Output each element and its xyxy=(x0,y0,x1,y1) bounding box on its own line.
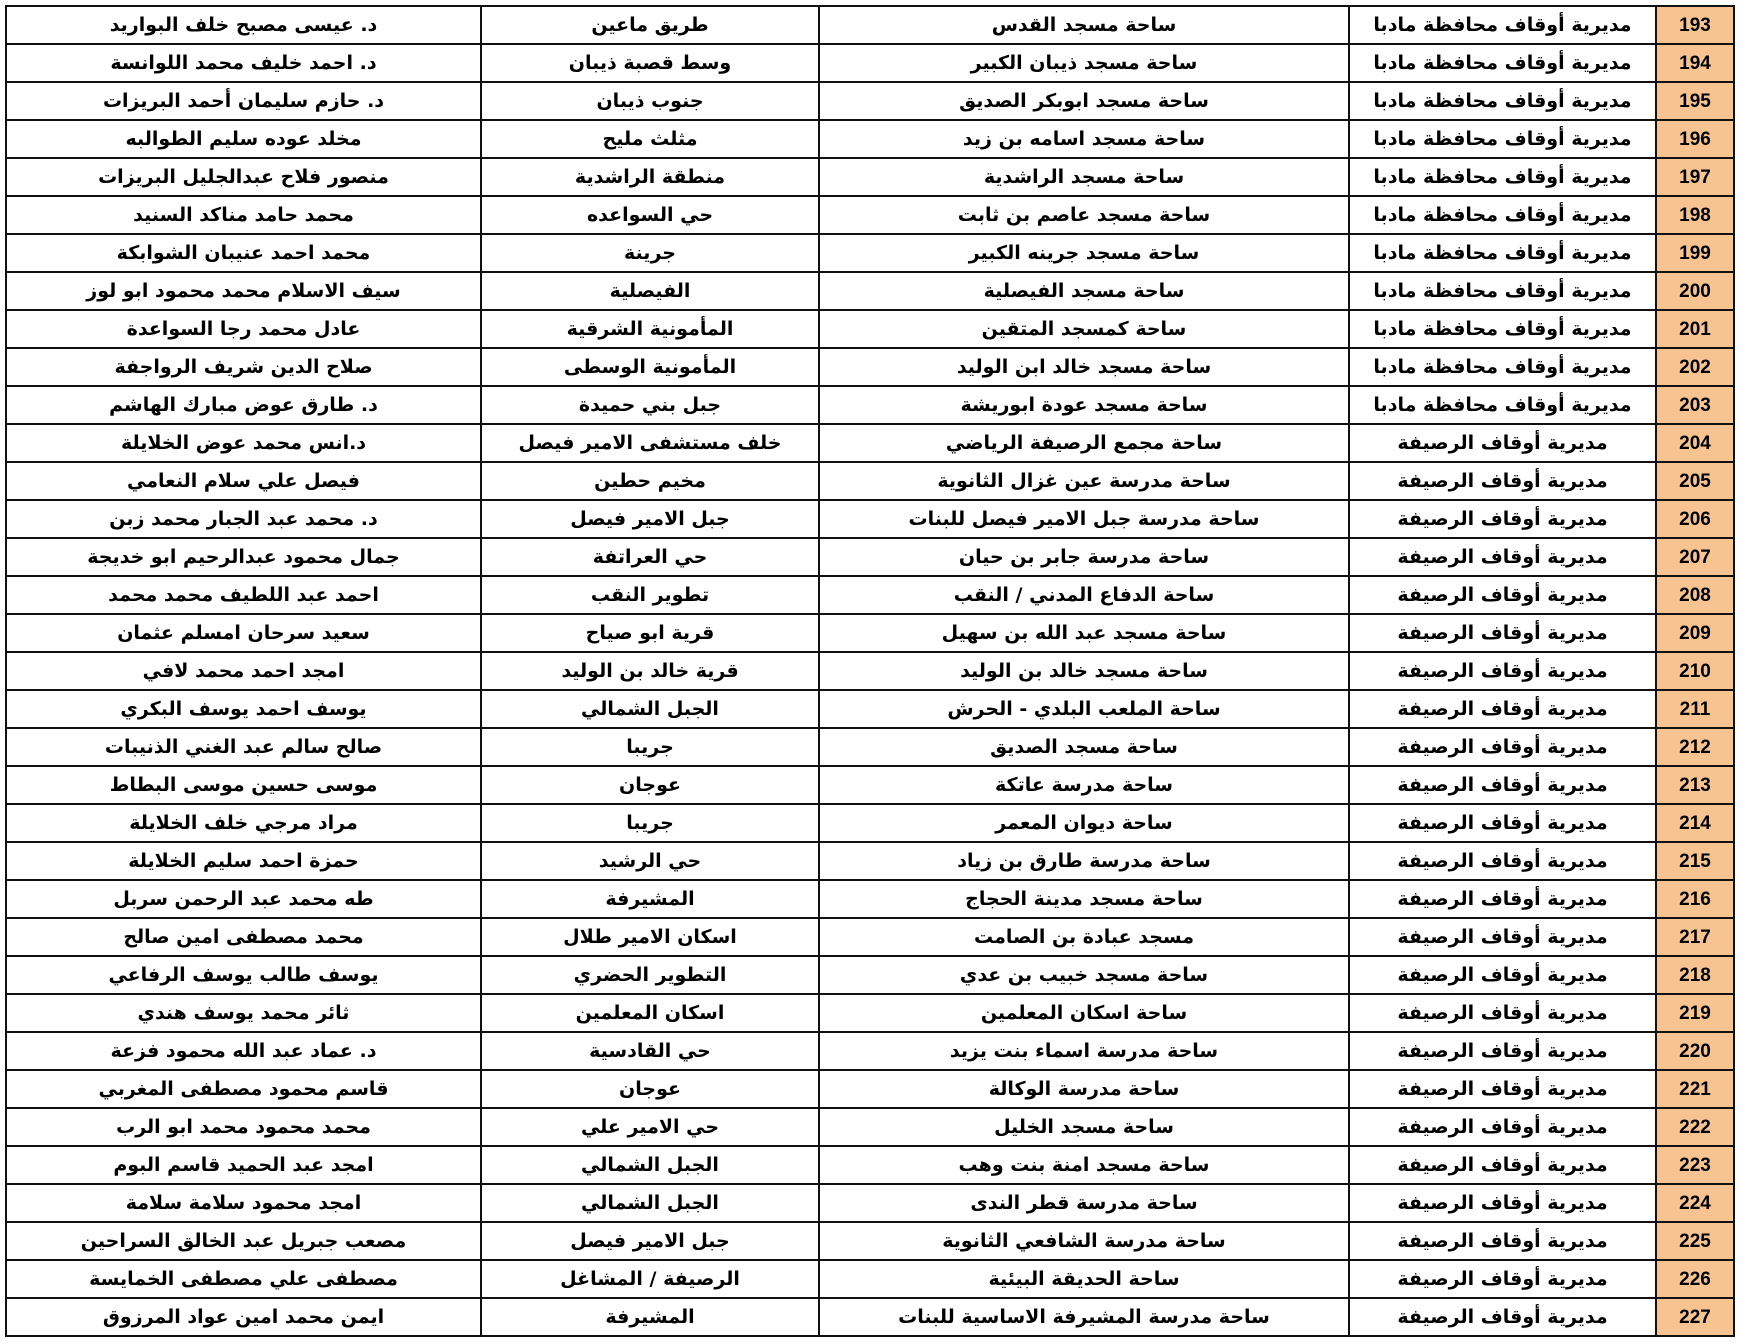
table-row xyxy=(6,1222,1734,1260)
preacher-name-cell: عادل محمد رجا السواعدة xyxy=(6,310,481,348)
directorate-cell: مديرية أوقاف الرصيفة xyxy=(1349,1032,1656,1070)
row-number: 224 xyxy=(1656,1184,1734,1222)
area-cell: جريبا xyxy=(481,728,819,766)
table-row xyxy=(6,766,1734,804)
row-number: 205 xyxy=(1656,462,1734,500)
table-row xyxy=(6,918,1734,956)
preacher-name-cell: جمال محمود عبدالرحيم ابو خديجة xyxy=(6,538,481,576)
directorate-cell: مديرية أوقاف محافظة مادبا xyxy=(1349,120,1656,158)
directorate-cell: مديرية أوقاف الرصيفة xyxy=(1349,652,1656,690)
directorate-cell: مديرية أوقاف الرصيفة xyxy=(1349,1146,1656,1184)
area-cell: مثلث مليح xyxy=(481,120,819,158)
directorate-cell: مديرية أوقاف محافظة مادبا xyxy=(1349,272,1656,310)
area-cell: الجبل الشمالي xyxy=(481,1146,819,1184)
prayer-site-cell: ساحة مسجد عاصم بن ثابت xyxy=(819,196,1349,234)
row-number: 195 xyxy=(1656,82,1734,120)
prayer-site-cell: ساحة مدرسة عين غزال الثانوية xyxy=(819,462,1349,500)
prayer-site-cell: ساحة مدرسة المشيرفة الاساسية للبنات xyxy=(819,1298,1349,1336)
area-cell: حي السواعده xyxy=(481,196,819,234)
preacher-name-cell: مصعب جبريل عبد الخالق السراحين xyxy=(6,1222,481,1260)
row-number: 202 xyxy=(1656,348,1734,386)
table-row xyxy=(6,956,1734,994)
prayer-site-cell: ساحة مدرسة الوكالة xyxy=(819,1070,1349,1108)
table-row xyxy=(6,348,1734,386)
table-row xyxy=(6,82,1734,120)
directorate-cell: مديرية أوقاف الرصيفة xyxy=(1349,462,1656,500)
directorate-cell: مديرية أوقاف محافظة مادبا xyxy=(1349,158,1656,196)
preacher-name-cell: يوسف احمد يوسف البكري xyxy=(6,690,481,728)
preacher-name-cell: سيف الاسلام محمد محمود ابو لوز xyxy=(6,272,481,310)
directorate-cell: مديرية أوقاف الرصيفة xyxy=(1349,1260,1656,1298)
prayer-site-cell: ساحة مدرسة طارق بن زياد xyxy=(819,842,1349,880)
row-number: 193 xyxy=(1656,6,1734,44)
directorate-cell: مديرية أوقاف محافظة مادبا xyxy=(1349,386,1656,424)
prayer-site-cell: ساحة مسجد الخليل xyxy=(819,1108,1349,1146)
directorate-cell: مديرية أوقاف محافظة مادبا xyxy=(1349,310,1656,348)
area-cell: حي العراتفة xyxy=(481,538,819,576)
preacher-name-cell: صلاح الدين شريف الرواجفة xyxy=(6,348,481,386)
row-number: 222 xyxy=(1656,1108,1734,1146)
preacher-name-cell: امجد احمد محمد لافي xyxy=(6,652,481,690)
area-cell: طريق ماعين xyxy=(481,6,819,44)
table-row xyxy=(6,538,1734,576)
area-cell: جريبا xyxy=(481,804,819,842)
prayer-site-cell: ساحة مسجد ذيبان الكبير xyxy=(819,44,1349,82)
directorate-cell: مديرية أوقاف محافظة مادبا xyxy=(1349,44,1656,82)
row-number: 220 xyxy=(1656,1032,1734,1070)
prayer-site-cell: ساحة اسكان المعلمين xyxy=(819,994,1349,1032)
table-row xyxy=(6,6,1734,44)
document-sheet xyxy=(5,5,1733,1337)
table-row xyxy=(6,728,1734,766)
table-row xyxy=(6,652,1734,690)
area-cell: حي الرشيد xyxy=(481,842,819,880)
directorate-cell: مديرية أوقاف محافظة مادبا xyxy=(1349,82,1656,120)
directorate-cell: مديرية أوقاف محافظة مادبا xyxy=(1349,234,1656,272)
preacher-name-cell: محمد احمد عنيبان الشوابكة xyxy=(6,234,481,272)
area-cell: الجبل الشمالي xyxy=(481,690,819,728)
prayer-site-cell: ساحة مسجد اسامه بن زيد xyxy=(819,120,1349,158)
area-cell: حي القادسية xyxy=(481,1032,819,1070)
table-row xyxy=(6,1146,1734,1184)
prayer-site-cell: ساحة كمسجد المتقين xyxy=(819,310,1349,348)
table-row xyxy=(6,386,1734,424)
area-cell: الرصيفة / المشاغل xyxy=(481,1260,819,1298)
row-number: 214 xyxy=(1656,804,1734,842)
prayer-site-cell: ساحة الدفاع المدني / النقب xyxy=(819,576,1349,614)
directorate-cell: مديرية أوقاف الرصيفة xyxy=(1349,1108,1656,1146)
area-cell: الجبل الشمالي xyxy=(481,1184,819,1222)
prayer-site-cell: ساحة مدرسة اسماء بنت يزيد xyxy=(819,1032,1349,1070)
preacher-name-cell: د.انس محمد عوض الخلايلة xyxy=(6,424,481,462)
area-cell: عوجان xyxy=(481,766,819,804)
row-number: 227 xyxy=(1656,1298,1734,1336)
table-row xyxy=(6,614,1734,652)
directorate-cell: مديرية أوقاف الرصيفة xyxy=(1349,1184,1656,1222)
row-number: 198 xyxy=(1656,196,1734,234)
prayer-site-cell: ساحة مدرسة الشافعي الثانوية xyxy=(819,1222,1349,1260)
table-row xyxy=(6,424,1734,462)
row-number: 194 xyxy=(1656,44,1734,82)
preacher-name-cell: د. عماد عبد الله محمود فزعة xyxy=(6,1032,481,1070)
table-row xyxy=(6,1184,1734,1222)
preacher-name-cell: حمزة احمد سليم الخلايلة xyxy=(6,842,481,880)
prayer-site-cell: مسجد عبادة بن الصامت xyxy=(819,918,1349,956)
table-row xyxy=(6,842,1734,880)
prayer-site-cell: ساحة مجمع الرصيفة الرياضي xyxy=(819,424,1349,462)
preacher-name-cell: منصور فلاح عبدالجليل البريزات xyxy=(6,158,481,196)
prayer-site-cell: ساحة مسجد الفيصلية xyxy=(819,272,1349,310)
area-cell: خلف مستشفى الامير فيصل xyxy=(481,424,819,462)
row-number: 225 xyxy=(1656,1222,1734,1260)
area-cell: قرية خالد بن الوليد xyxy=(481,652,819,690)
table-row xyxy=(6,880,1734,918)
prayer-site-cell: ساحة مسجد خبيب بن عدي xyxy=(819,956,1349,994)
directorate-cell: مديرية أوقاف الرصيفة xyxy=(1349,880,1656,918)
prayer-site-cell: ساحة مدرسة عاتكة xyxy=(819,766,1349,804)
directorate-cell: مديرية أوقاف الرصيفة xyxy=(1349,994,1656,1032)
table-row xyxy=(6,1070,1734,1108)
prayer-site-cell: ساحة الحديقة البيئية xyxy=(819,1260,1349,1298)
directorate-cell: مديرية أوقاف الرصيفة xyxy=(1349,918,1656,956)
area-cell: اسكان الامير طلال xyxy=(481,918,819,956)
row-number: 206 xyxy=(1656,500,1734,538)
prayer-site-cell: ساحة مدرسة جبل الامير فيصل للبنات xyxy=(819,500,1349,538)
row-number: 210 xyxy=(1656,652,1734,690)
preacher-name-cell: طه محمد عبد الرحمن سربل xyxy=(6,880,481,918)
row-number: 200 xyxy=(1656,272,1734,310)
preacher-name-cell: محمد حامد مناكد السنيد xyxy=(6,196,481,234)
table-row xyxy=(6,120,1734,158)
directorate-cell: مديرية أوقاف الرصيفة xyxy=(1349,956,1656,994)
area-cell: منطقة الراشدية xyxy=(481,158,819,196)
directorate-cell: مديرية أوقاف الرصيفة xyxy=(1349,424,1656,462)
area-cell: مخيم حطين xyxy=(481,462,819,500)
directorate-cell: مديرية أوقاف الرصيفة xyxy=(1349,1298,1656,1336)
directorate-cell: مديرية أوقاف الرصيفة xyxy=(1349,1222,1656,1260)
preacher-name-cell: د. عيسى مصبح خلف البواريد xyxy=(6,6,481,44)
row-number: 219 xyxy=(1656,994,1734,1032)
area-cell: جنوب ذيبان xyxy=(481,82,819,120)
directorate-cell: مديرية أوقاف الرصيفة xyxy=(1349,576,1656,614)
prayer-site-cell: ساحة مسجد القدس xyxy=(819,6,1349,44)
row-number: 203 xyxy=(1656,386,1734,424)
table-row xyxy=(6,44,1734,82)
table-row xyxy=(6,196,1734,234)
directorate-cell: مديرية أوقاف الرصيفة xyxy=(1349,500,1656,538)
prayer-site-cell: ساحة مسجد الراشدية xyxy=(819,158,1349,196)
preacher-name-cell: صالح سالم عبد الغني الذنيبات xyxy=(6,728,481,766)
directorate-cell: مديرية أوقاف الرصيفة xyxy=(1349,766,1656,804)
area-cell: المأمونية الوسطى xyxy=(481,348,819,386)
area-cell: عوجان xyxy=(481,1070,819,1108)
table-row xyxy=(6,1032,1734,1070)
directorate-cell: مديرية أوقاف محافظة مادبا xyxy=(1349,196,1656,234)
directorate-cell: مديرية أوقاف الرصيفة xyxy=(1349,614,1656,652)
prayer-site-cell: ساحة مسجد خالد ابن الوليد xyxy=(819,348,1349,386)
area-cell: المشيرفة xyxy=(481,880,819,918)
preacher-name-cell: يوسف طالب يوسف الرفاعي xyxy=(6,956,481,994)
row-number: 197 xyxy=(1656,158,1734,196)
preacher-name-cell: د. حازم سليمان أحمد البريزات xyxy=(6,82,481,120)
prayer-site-cell: ساحة الملعب البلدي - الحرش xyxy=(819,690,1349,728)
table-body xyxy=(6,6,1734,1336)
prayer-site-cell: ساحة مسجد جرينه الكبير xyxy=(819,234,1349,272)
table-row xyxy=(6,994,1734,1032)
prayer-site-cell: ساحة مسجد عبد الله بن سهيل xyxy=(819,614,1349,652)
prayer-site-cell: ساحة مسجد مدينة الحجاج xyxy=(819,880,1349,918)
directorate-cell: مديرية أوقاف محافظة مادبا xyxy=(1349,6,1656,44)
preacher-name-cell: مراد مرجي خلف الخلايلة xyxy=(6,804,481,842)
preacher-name-cell: د. احمد خليف محمد اللوانسة xyxy=(6,44,481,82)
directorate-cell: مديرية أوقاف الرصيفة xyxy=(1349,842,1656,880)
prayer-site-cell: ساحة مسجد ابوبكر الصديق xyxy=(819,82,1349,120)
table-row xyxy=(6,272,1734,310)
row-number: 211 xyxy=(1656,690,1734,728)
directorate-cell: مديرية أوقاف الرصيفة xyxy=(1349,690,1656,728)
table-row xyxy=(6,1108,1734,1146)
table-row xyxy=(6,1260,1734,1298)
row-number: 216 xyxy=(1656,880,1734,918)
table-row xyxy=(6,1298,1734,1336)
preacher-name-cell: د. محمد عبد الجبار محمد زبن xyxy=(6,500,481,538)
preacher-name-cell: امجد محمود سلامة سلامة xyxy=(6,1184,481,1222)
prayer-site-cell: ساحة مسجد عودة ابوريشة xyxy=(819,386,1349,424)
directorate-cell: مديرية أوقاف الرصيفة xyxy=(1349,804,1656,842)
directorate-cell: مديرية أوقاف الرصيفة xyxy=(1349,1070,1656,1108)
row-number: 204 xyxy=(1656,424,1734,462)
area-cell: وسط قصبة ذيبان xyxy=(481,44,819,82)
area-cell: المشيرفة xyxy=(481,1298,819,1336)
area-cell: المأمونية الشرقية xyxy=(481,310,819,348)
row-number: 223 xyxy=(1656,1146,1734,1184)
row-number: 212 xyxy=(1656,728,1734,766)
prayer-site-cell: ساحة مسجد خالد بن الوليد xyxy=(819,652,1349,690)
preacher-name-cell: محمد محمود محمد ابو الرب xyxy=(6,1108,481,1146)
preacher-name-cell: مصطفى علي مصطفى الخمايسة xyxy=(6,1260,481,1298)
row-number: 199 xyxy=(1656,234,1734,272)
directorate-cell: مديرية أوقاف الرصيفة xyxy=(1349,538,1656,576)
prayer-site-cell: ساحة مدرسة قطر الندى xyxy=(819,1184,1349,1222)
row-number: 207 xyxy=(1656,538,1734,576)
area-cell: الفيصلية xyxy=(481,272,819,310)
table-row xyxy=(6,690,1734,728)
area-cell: جبل الامير فيصل xyxy=(481,500,819,538)
preacher-name-cell: سعيد سرحان امسلم عثمان xyxy=(6,614,481,652)
preacher-name-cell: موسى حسين موسى البطاط xyxy=(6,766,481,804)
area-cell: اسكان المعلمين xyxy=(481,994,819,1032)
preacher-name-cell: فيصل علي سلام النعامي xyxy=(6,462,481,500)
table-row xyxy=(6,462,1734,500)
directorate-cell: مديرية أوقاف محافظة مادبا xyxy=(1349,348,1656,386)
table-row xyxy=(6,234,1734,272)
row-number: 221 xyxy=(1656,1070,1734,1108)
area-cell: جبل بني حميدة xyxy=(481,386,819,424)
preacher-name-cell: مخلد عوده سليم الطوالبه xyxy=(6,120,481,158)
table-row xyxy=(6,310,1734,348)
prayer-site-cell: ساحة مدرسة جابر بن حيان xyxy=(819,538,1349,576)
directorate-cell: مديرية أوقاف الرصيفة xyxy=(1349,728,1656,766)
row-number: 217 xyxy=(1656,918,1734,956)
row-number: 201 xyxy=(1656,310,1734,348)
preacher-name-cell: ثائر محمد يوسف هندي xyxy=(6,994,481,1032)
area-cell: قرية ابو صياح xyxy=(481,614,819,652)
row-number: 218 xyxy=(1656,956,1734,994)
row-number: 208 xyxy=(1656,576,1734,614)
area-cell: حي الامير علي xyxy=(481,1108,819,1146)
preacher-name-cell: امجد عبد الحميد قاسم البوم xyxy=(6,1146,481,1184)
preacher-name-cell: د. طارق عوض مبارك الهاشم xyxy=(6,386,481,424)
area-cell: جرينة xyxy=(481,234,819,272)
table-row xyxy=(6,500,1734,538)
table-row xyxy=(6,576,1734,614)
row-number: 196 xyxy=(1656,120,1734,158)
area-cell: تطوير النقب xyxy=(481,576,819,614)
table-row xyxy=(6,804,1734,842)
preacher-name-cell: محمد مصطفى امين صالح xyxy=(6,918,481,956)
area-cell: التطوير الحضري xyxy=(481,956,819,994)
row-number: 209 xyxy=(1656,614,1734,652)
row-number: 226 xyxy=(1656,1260,1734,1298)
preacher-name-cell: احمد عبد اللطيف محمد محمد xyxy=(6,576,481,614)
row-number: 215 xyxy=(1656,842,1734,880)
preacher-name-cell: ايمن محمد امين عواد المرزوق xyxy=(6,1298,481,1336)
prayer-site-cell: ساحة ديوان المعمر xyxy=(819,804,1349,842)
row-number: 213 xyxy=(1656,766,1734,804)
eid-prayer-sites-table xyxy=(5,5,1735,1337)
prayer-site-cell: ساحة مسجد الصديق xyxy=(819,728,1349,766)
area-cell: جبل الامير فيصل xyxy=(481,1222,819,1260)
preacher-name-cell: قاسم محمود مصطفى المغربي xyxy=(6,1070,481,1108)
prayer-site-cell: ساحة مسجد امنة بنت وهب xyxy=(819,1146,1349,1184)
table-row xyxy=(6,158,1734,196)
